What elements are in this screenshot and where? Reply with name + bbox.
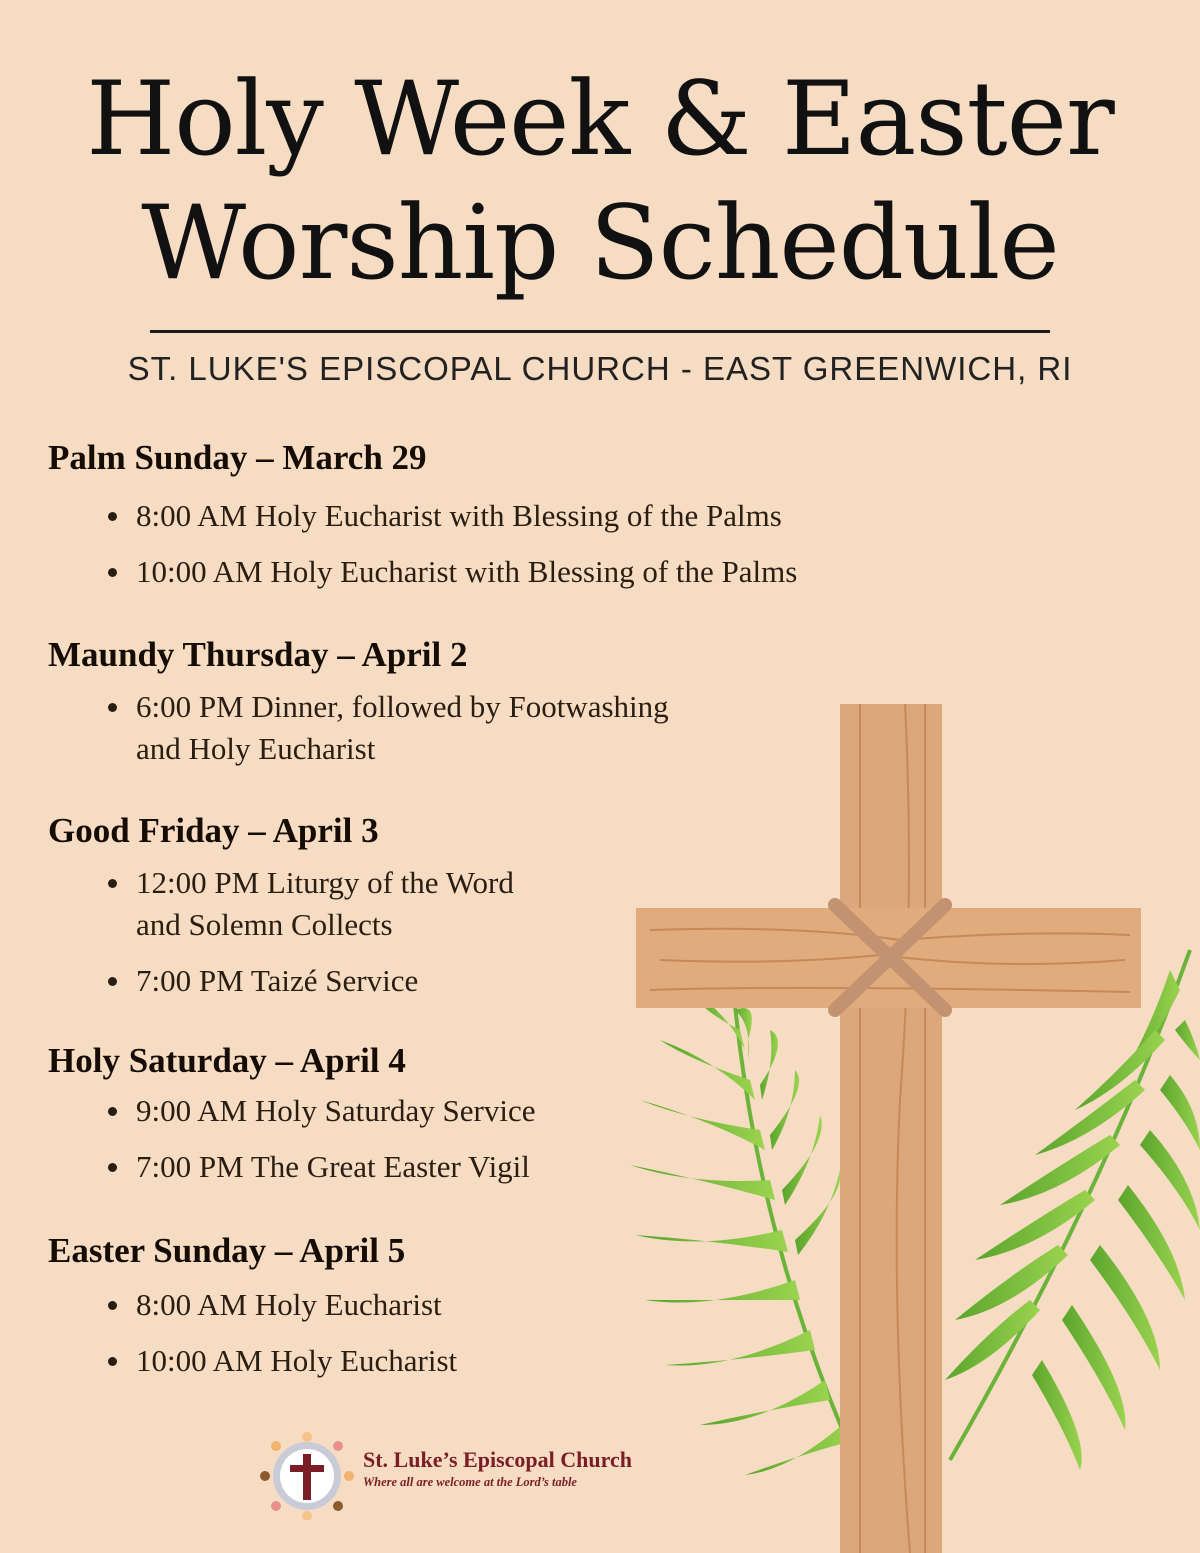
schedule-item: 7:00 PM The Great Easter Vigil <box>136 1146 530 1188</box>
schedule-item: 10:00 AM Holy Eucharist with Blessing of the Palms <box>136 551 797 593</box>
day-heading-palm-sunday: Palm Sunday – March 29 <box>48 438 427 477</box>
day-heading-good-friday: Good Friday – April 3 <box>48 811 379 850</box>
page-title <box>0 58 1200 306</box>
title-line-2: Worship Schedule <box>141 184 1059 303</box>
schedule-item-line: and Holy Eucharist <box>136 731 376 766</box>
day-heading-holy-saturday: Holy Saturday – April 4 <box>48 1041 406 1080</box>
schedule-item: 8:00 AM Holy Eucharist <box>136 1284 442 1326</box>
right-palm-frond <box>945 950 1200 1470</box>
logo-tagline: Where all are welcome at the Lord’s table <box>363 1475 577 1489</box>
schedule-item: 9:00 AM Holy Saturday Service <box>136 1090 536 1132</box>
schedule-item-line: and Solemn Collects <box>136 907 393 942</box>
schedule-item <box>136 686 669 770</box>
schedule-item: 7:00 PM Taizé Service <box>136 960 418 1002</box>
schedule-item-line: 12:00 PM Liturgy of the Word <box>136 865 514 900</box>
schedule-item: 8:00 AM Holy Eucharist with Blessing of the Palms <box>136 495 782 537</box>
church-subtitle: ST. LUKE'S EPISCOPAL CHURCH - EAST GREENWICH, RI <box>127 350 1073 387</box>
schedule-item <box>136 862 514 946</box>
logo-church-name: St. Luke’s Episcopal Church <box>363 1447 632 1472</box>
schedule-item-line: 6:00 PM Dinner, followed by Footwashing <box>136 689 669 724</box>
title-divider <box>150 330 1050 333</box>
left-palm-frond <box>630 990 860 1475</box>
church-logo-icon <box>258 1432 356 1520</box>
title-line-1: Holy Week & Easter <box>86 60 1114 179</box>
day-heading-maundy-thursday: Maundy Thursday – April 2 <box>48 635 468 674</box>
schedule-item: 10:00 AM Holy Eucharist <box>136 1340 457 1382</box>
day-heading-easter-sunday: Easter Sunday – April 5 <box>48 1231 406 1270</box>
